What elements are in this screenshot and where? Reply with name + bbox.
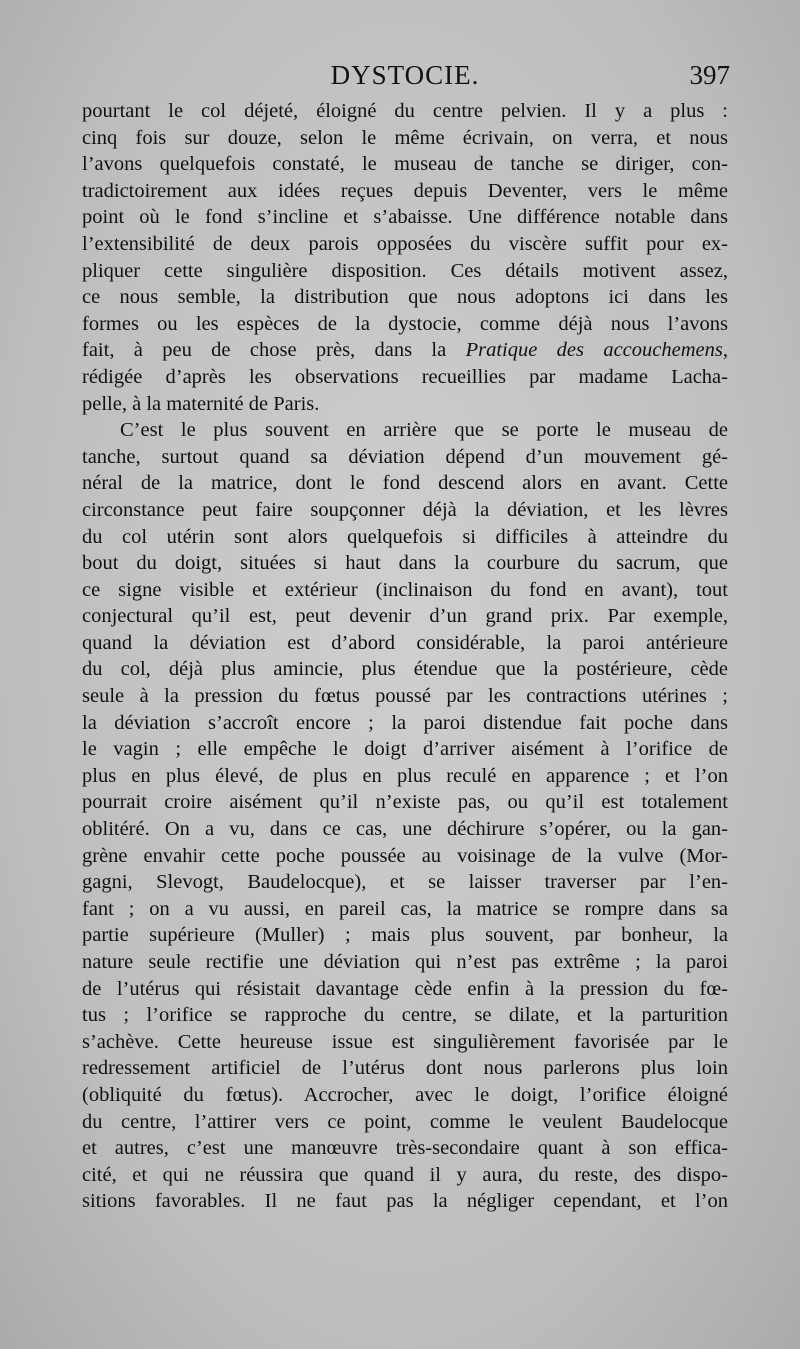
text-line: oblitéré. On a vu, dans ce cas, une déchirure s’opérer, ou la gan- bbox=[82, 818, 728, 841]
text-line: circonstance peut faire soupçonner déjà la déviation, et les lèvres bbox=[82, 498, 728, 521]
text-line: tradictoirement aux idées reçues depuis Deventer, vers le même bbox=[82, 179, 728, 202]
text-line: conjectural qu’il est, peut devenir d’un grand prix. Par exemple, bbox=[82, 605, 728, 628]
text-line: nature seule rectifie une déviation qui n’est pas extrême ; la paroi bbox=[82, 951, 728, 973]
text-line: rédigée d’après les observations recueillies par madame Lacha- bbox=[82, 365, 728, 388]
text-line: quand la déviation est d’abord considérable, la paroi antérieure bbox=[82, 631, 728, 654]
body-text bbox=[82, 98, 728, 1215]
text-line: pliquer cette singulière disposition. Ces détails motivent assez, bbox=[82, 259, 728, 282]
italic-title: Pratique des accouchemens bbox=[465, 339, 723, 362]
text-line: ce signe visible et extérieur (inclinaison du fond en avant), tout bbox=[82, 578, 728, 601]
text-line: grène envahir cette poche poussée au voisinage de la vulve (Mor- bbox=[82, 844, 728, 867]
text-line: du col, déjà plus amincie, plus étendue que la postérieure, cède bbox=[82, 658, 728, 681]
text-line: formes ou les espèces de la dystocie, comme déjà nous l’avons bbox=[82, 312, 728, 335]
paragraph bbox=[82, 417, 728, 1215]
text-line: pourrait croire aisément qu’il n’existe pas, ou qu’il est totalement bbox=[82, 791, 728, 814]
text-line: partie supérieure (Muller) ; mais plus souvent, par bonheur, la bbox=[82, 924, 728, 947]
text-line: l’avons quelquefois constaté, le museau de tanche se diriger, con- bbox=[82, 153, 728, 176]
text-line: de l’utérus qui résistait davantage cède enfin à la pression du fœ- bbox=[82, 977, 728, 1000]
text-line: cinq fois sur douze, selon le même écrivain, on verra, et nous bbox=[82, 126, 728, 149]
text-line: le vagin ; elle empêche le doigt d’arriver aisément à l’orifice de bbox=[82, 738, 728, 761]
text-line: du col utérin sont alors quelquefois si difficiles à atteindre du bbox=[82, 525, 728, 548]
text-line: pourtant le col déjeté, éloigné du centre pelvien. Il y a plus : bbox=[82, 100, 728, 122]
text-line: (obliquité du fœtus). Accrocher, avec le doigt, l’orifice éloigné bbox=[82, 1083, 728, 1106]
text-line: point où le fond s’incline et s’abaisse. Une différence notable dans bbox=[82, 206, 728, 229]
text-line: seule à la pression du fœtus poussé par les contractions utérines ; bbox=[82, 685, 728, 708]
page-number: 397 bbox=[689, 60, 730, 90]
text-line: C’est le plus souvent en arrière que se porte le museau de bbox=[120, 419, 728, 442]
text-line: gagni, Slevogt, Baudelocque), et se laisser traverser par l’en- bbox=[82, 871, 728, 894]
text-line: du centre, l’attirer vers ce point, comme le veulent Baudelocque bbox=[82, 1110, 728, 1133]
text-line bbox=[82, 337, 728, 364]
text-line: néral de la matrice, dont le fond descend alors en avant. Cette bbox=[82, 472, 728, 495]
text-line: bout du doigt, situées si haut dans la courbure du sacrum, que bbox=[82, 552, 728, 575]
text-line: pelle, à la maternité de Paris. bbox=[82, 392, 320, 415]
text-line: l’extensibilité de deux parois opposées du viscère suffit pour ex- bbox=[82, 232, 728, 255]
text-line: et autres, c’est une manœuvre très-secondaire quant à son effica- bbox=[82, 1137, 728, 1160]
running-title: DYSTOCIE. bbox=[330, 60, 480, 90]
text-line: la déviation s’accroît encore ; la paroi distendue fait poche dans bbox=[82, 711, 728, 734]
text-line: fant ; on a vu aussi, en pareil cas, la matrice se rompre dans sa bbox=[82, 897, 728, 920]
text-line: sitions favorables. Il ne faut pas la négliger cependant, et l’on bbox=[82, 1190, 728, 1213]
page-header bbox=[80, 60, 730, 100]
text-line: plus en plus élevé, de plus en plus reculé en apparence ; et l’on bbox=[82, 764, 728, 787]
text-line: tanche, surtout quand sa déviation dépend d’un mouvement gé- bbox=[82, 445, 728, 468]
text-span: , bbox=[722, 339, 728, 362]
text-line: ce nous semble, la distribution que nous adoptons ici dans les bbox=[82, 286, 728, 309]
text-span: fait, à peu de chose près, dans la bbox=[82, 339, 466, 362]
text-line: redressement artificiel de l’utérus dont nous parlerons plus loin bbox=[82, 1057, 728, 1080]
paragraph bbox=[82, 98, 728, 417]
text-line: tus ; l’orifice se rapproche du centre, se dilate, et la parturition bbox=[82, 1004, 728, 1027]
text-line: cité, et qui ne réussira que quand il y aura, du reste, des dispo- bbox=[82, 1163, 728, 1186]
text-line: s’achève. Cette heureuse issue est singulièrement favorisée par le bbox=[82, 1030, 728, 1053]
